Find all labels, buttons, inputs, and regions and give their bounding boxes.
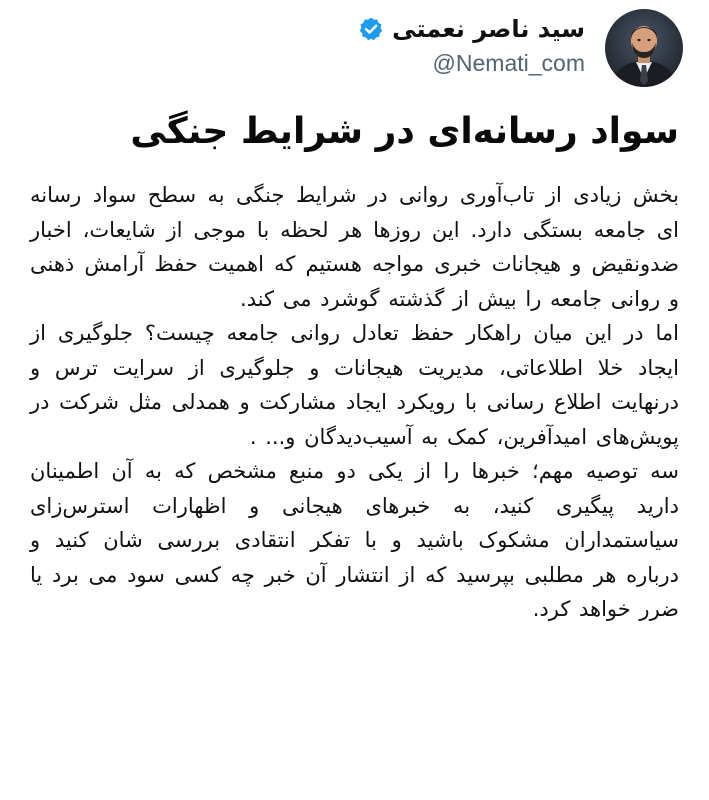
verified-badge-icon [358, 16, 384, 42]
author-info [358, 13, 585, 77]
post-body [30, 178, 679, 627]
tweet-header [358, 8, 683, 88]
profile-photo [605, 9, 683, 87]
post-title: سواد رسانه‌ای در شرایط جنگی [130, 111, 679, 152]
post-paragraph-1: بخش زیادی از تاب‌آوری روانی در شرایط جنگی به سطح سواد رسانه ای جامعه بستگی دارد. این روزها هر لحظه با موجی از شایعات، اخبار ضدونقیض و هیجانات خبری مواجه هستیم که اهمیت حفظ آرامش ذهنی و روانی جامعه را بیش از گذشته گوشرد می کند. [30, 183, 679, 311]
author-display-name[interactable]: سید ناصر نعمتی [392, 15, 585, 43]
post-paragraph-2: اما در این میان راهکار حفظ تعادل روانی جامعه چیست؟ جلوگیری از ایجاد خلا اطلاعاتی، مدیریت هیجانات و جلوگیری از سرایت ترس و درنهایت اطلاع رسانی با رویکرد ایجاد مشارکت و همدلی مثل شرکت در پویش‌های امیدآفرین، کمک به آسیب‌دیدگان و... . [30, 321, 679, 449]
author-name-row [358, 13, 585, 45]
author-handle[interactable]: @Nemati_com [432, 50, 585, 76]
avatar[interactable] [605, 9, 683, 87]
post-paragraph-3: سه توصیه مهم؛ خبرها را از یکی دو منبع مشخص که به آن اطمینان دارید پیگیری کنید، به خبرهای هیجانی و اظهارات استرس‌زای سیاستمداران مشکوک باشید و با تفکر انتقادی بررسی شان کنید و درباره هر مطلبی بپرسید که از انتشار آن خبر چه کسی سود می برد یا ضرر خواهد کرد. [30, 459, 679, 621]
